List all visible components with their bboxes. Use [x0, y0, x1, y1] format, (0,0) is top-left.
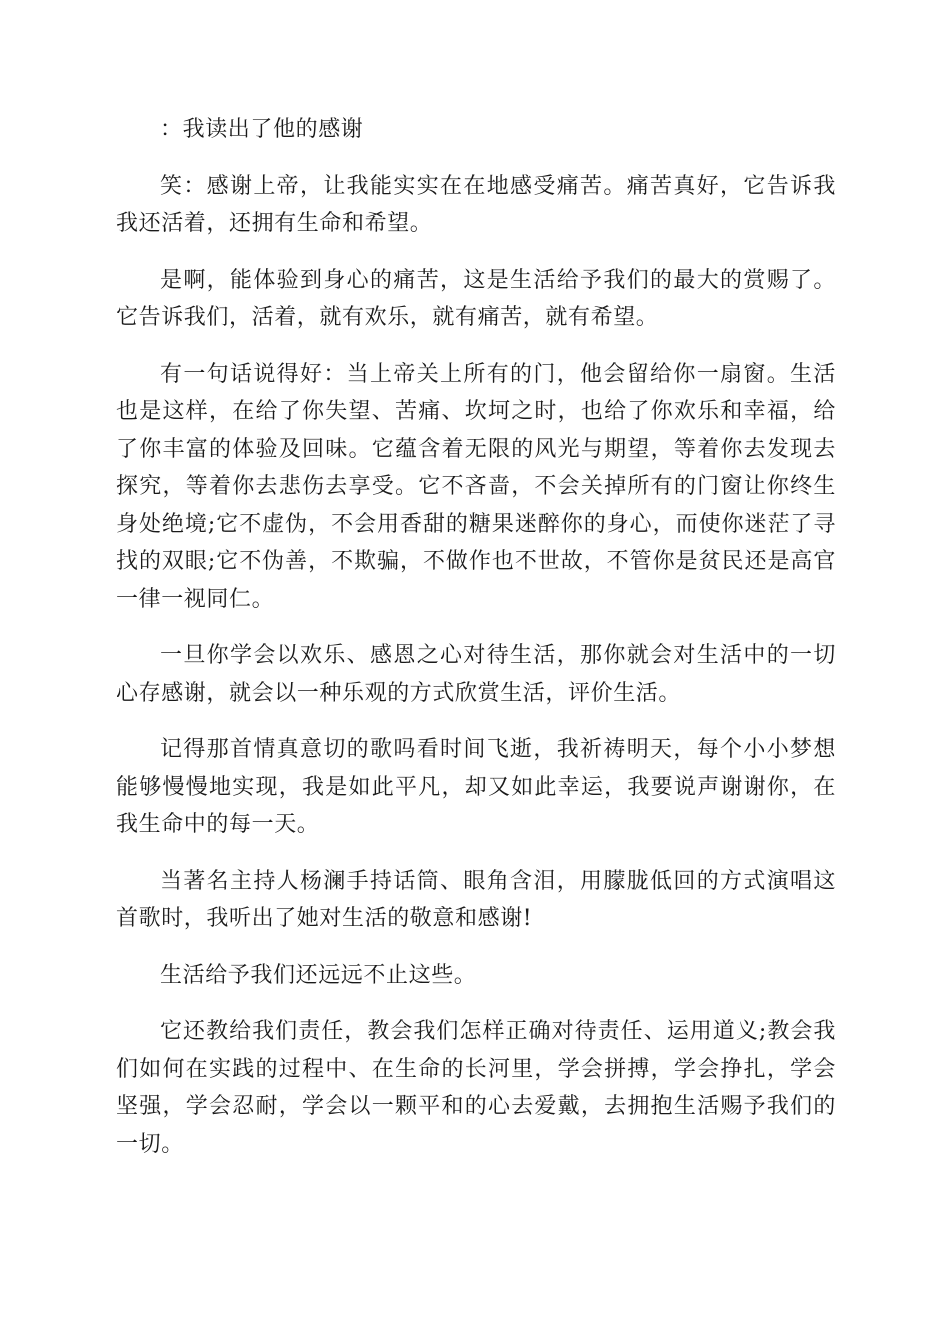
- document-body: [116, 111, 836, 1182]
- paragraph-7: 当著名主持人杨澜手持话筒、眼角含泪，用朦胧低回的方式演唱这首歌时，我听出了她对生活的敬意和感谢!: [116, 868, 836, 931]
- paragraph-6: 记得那首情真意切的歌吗看时间飞逝，我祈祷明天，每个小小梦想能够慢慢地实现，我是如此平凡，却又如此幸运，我要说声谢谢你，在我生命中的每一天。: [116, 737, 836, 837]
- paragraph-8: 生活给予我们还远远不止这些。: [160, 962, 477, 988]
- paragraph-4: 有一句话说得好：当上帝关上所有的门，他会留给你一扇窗。生活也是这样，在给了你失望、苦痛、坎坷之时，也给了你欢乐和幸福，给了你丰富的体验及回味。它蕴含着无限的风光与期望，等着你去发现去探究，等着你去悲伤去享受。它不吝啬，不会关掉所有的门窗让你终生身处绝境;它不虚伪，不会用香甜的糖果迷醉你的身心，而使你迷茫了寻找的双眼;它不伪善，不欺骗，不做作也不世故，不管你是贫民还是高官一律一视同仁。: [116, 361, 836, 612]
- paragraph-3: 是啊，能体验到身心的痛苦，这是生活给予我们的最大的赏赐了。它告诉我们，活着，就有欢乐，就有痛苦，就有希望。: [116, 267, 836, 330]
- paragraph-5: 一旦你学会以欢乐、感恩之心对待生活，那你就会对生活中的一切心存感谢，就会以一种乐观的方式欣赏生活，评价生活。: [116, 643, 836, 706]
- paragraph-1: ：我读出了他的感谢: [160, 117, 364, 142]
- paragraph-9: 它还教给我们责任，教会我们怎样正确对待责任、运用道义;教会我们如何在实践的过程中、在生命的长河里，学会拼搏，学会挣扎，学会坚强，学会忍耐，学会以一颗平和的心去爱戴，去拥抱生活赐予我们的一切。: [116, 1019, 836, 1157]
- paragraph-2: 笑：感谢上帝，让我能实实在在地感受痛苦。痛苦真好，它告诉我我还活着，还拥有生命和希望。: [116, 173, 836, 236]
